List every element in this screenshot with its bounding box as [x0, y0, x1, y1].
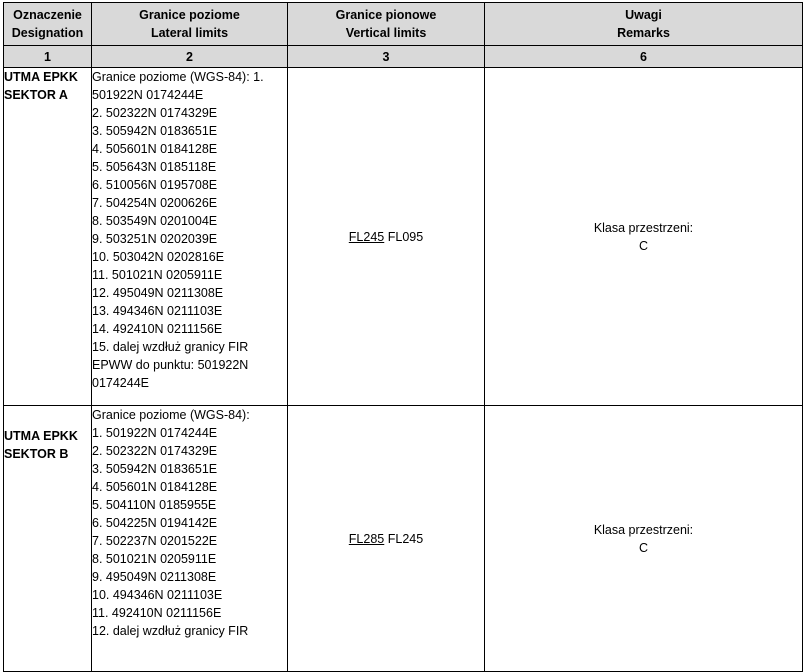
header-row [4, 3, 803, 46]
lateral-line: 0174244E [92, 376, 150, 390]
lateral-line: 1. 501922N 0174244E [92, 426, 218, 440]
lateral-line: EPWW do punktu: 501922N [92, 358, 249, 372]
lateral-line: 3. 505942N 0183651E [92, 462, 218, 476]
header-designation-en: Designation [11, 26, 84, 40]
lateral-line: 10. 503042N 0202816E [92, 250, 225, 264]
header-vertical-en: Vertical limits [345, 26, 427, 40]
remarks-cell [485, 68, 803, 406]
column-number: 3 [288, 46, 485, 68]
airspace-table [3, 2, 803, 672]
lateral-line: 13. 494346N 0211103E [92, 304, 223, 318]
lateral-line: Granice poziome (WGS-84): [92, 408, 250, 422]
header-vertical-pl: Granice pionowe [335, 8, 437, 22]
vertical-upper-limit: FL285 [348, 531, 385, 546]
table-row-sektor-a [4, 68, 803, 406]
designation-line: SEKTOR A [4, 88, 68, 102]
lateral-line: 7. 502237N 0201522E [92, 534, 218, 548]
designation-cell [4, 406, 92, 672]
lateral-line: 12. 495049N 0211308E [92, 286, 224, 300]
remarks-label: Klasa przestrzeni: [593, 220, 694, 235]
lateral-line: 2. 502322N 0174329E [92, 106, 218, 120]
remarks-cell [485, 406, 803, 672]
lateral-line: 4. 505601N 0184128E [92, 480, 218, 494]
lateral-line: 9. 495049N 0211308E [92, 570, 217, 584]
lateral-line: 2. 502322N 0174329E [92, 444, 218, 458]
lateral-line: 10. 494346N 0211103E [92, 588, 223, 602]
table-row-sektor-b [4, 406, 803, 672]
remarks-class: C [638, 540, 649, 555]
column-number-row [4, 46, 803, 68]
column-number: 1 [4, 46, 92, 68]
header-designation-pl: Oznaczenie [13, 8, 82, 22]
column-number: 2 [92, 46, 288, 68]
header-lateral-pl: Granice poziome [139, 8, 240, 22]
lateral-limits-cell [92, 406, 288, 672]
lateral-line: 14. 492410N 0211156E [92, 322, 223, 336]
vertical-lower-limit: FL245 [387, 531, 424, 546]
lateral-line: 11. 492410N 0211156E [92, 606, 222, 620]
lateral-line: 9. 503251N 0202039E [92, 232, 218, 246]
lateral-line: 5. 504110N 0185955E [92, 498, 217, 512]
header-remarks-pl: Uwagi [625, 8, 662, 22]
lateral-line: 8. 503549N 0201004E [92, 214, 218, 228]
designation-line: UTMA EPKK [4, 429, 78, 443]
lateral-line: 7. 504254N 0200626E [92, 196, 218, 210]
header-remarks-en: Remarks [617, 26, 670, 40]
lateral-line: 15. dalej wzdłuż granicy FIR [92, 340, 249, 354]
remarks-class: C [638, 238, 649, 253]
lateral-limits-cell [92, 68, 288, 406]
designation-cell [4, 68, 92, 406]
lateral-line: 5. 505643N 0185118E [92, 160, 217, 174]
lateral-line: 3. 505942N 0183651E [92, 124, 218, 138]
header-remarks [485, 3, 803, 46]
lateral-line: 11. 501021N 0205911E [92, 268, 223, 282]
lateral-line: 6. 504225N 0194142E [92, 516, 218, 530]
vertical-limits-cell [288, 68, 485, 406]
header-lateral-limits [92, 3, 288, 46]
lateral-line: 8. 501021N 0205911E [92, 552, 217, 566]
lateral-line: 4. 505601N 0184128E [92, 142, 218, 156]
lateral-line: Granice poziome (WGS-84): 1. [92, 70, 264, 84]
designation-line: SEKTOR B [4, 447, 69, 461]
vertical-limits-cell [288, 406, 485, 672]
lateral-line: 6. 510056N 0195708E [92, 178, 218, 192]
designation-line: UTMA EPKK [4, 70, 78, 84]
vertical-lower-limit: FL095 [387, 229, 424, 244]
header-designation [4, 3, 92, 46]
column-number: 6 [485, 46, 803, 68]
header-vertical-limits [288, 3, 485, 46]
vertical-upper-limit: FL245 [348, 229, 385, 244]
remarks-label: Klasa przestrzeni: [593, 522, 694, 537]
lateral-line: 501922N 0174244E [92, 88, 204, 102]
header-lateral-en: Lateral limits [150, 26, 229, 40]
lateral-line: 12. dalej wzdłuż granicy FIR [92, 624, 249, 638]
